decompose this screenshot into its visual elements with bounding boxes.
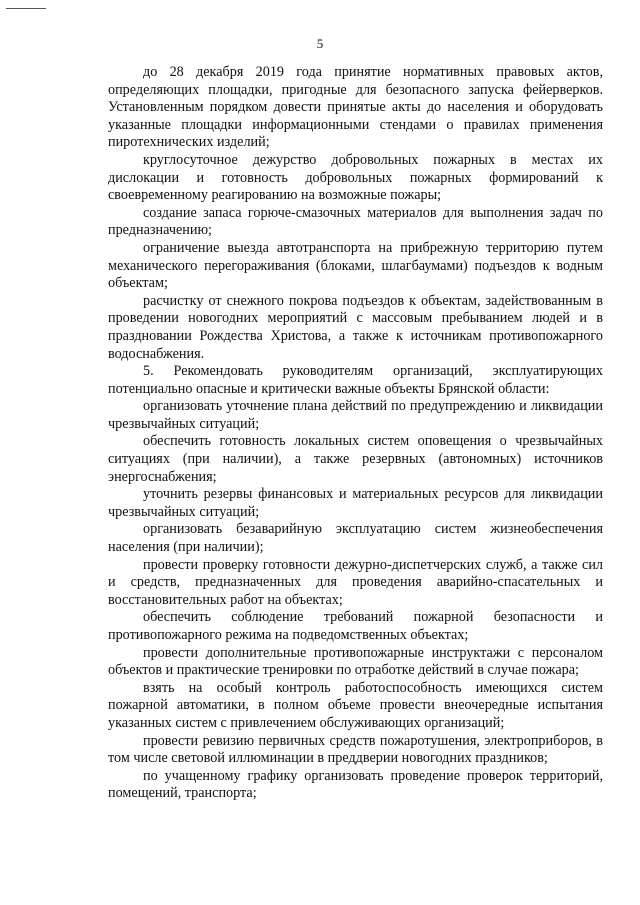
paragraph: расчистку от снежного покрова подъездов к объектам, задействованным в проведении новогодних мероприятий с массовым пребыванием людей и в праздновании Рождества Христова, а также к источникам противопожарного водоснабжения.	[108, 292, 603, 362]
paragraph: ограничение выезда автотранспорта на прибрежную территорию путем механического перегораживания (блоками, шлагбаумами) подъездов к водным объектам;	[108, 239, 603, 292]
paragraph: создание запаса горюче-смазочных материалов для выполнения задач по предназначению;	[108, 204, 603, 239]
header-rule	[6, 8, 46, 9]
paragraph: до 28 декабря 2019 года принятие нормативных правовых актов, определяющих площадки, пригодные для безопасного запуска фейерверков. Установленным порядком довести принятые акты до населения и оборудовать указанные площадки информационными стендами о правилах применения пиротехнических изделий;	[108, 64, 603, 151]
document-body	[108, 64, 603, 803]
paragraph: взять на особый контроль работоспособность имеющихся систем пожарной автоматики, в полном объеме провести внеочередные испытания указанных систем с привлечением обслуживающих организаций;	[108, 679, 603, 731]
paragraph: по учащенному графику организовать проведение проверок территорий, помещений, транспорта;	[108, 767, 603, 802]
paragraph-section-5: 5. Рекомендовать руководителям организаций, эксплуатирующих потенциально опасные и критически важные объекты Брянской области:	[108, 363, 603, 397]
paragraph: обеспечить готовность локальных систем оповещения о чрезвычайных ситуациях (при наличии), а также резервных (автономных) источников энергоснабжения;	[108, 433, 603, 485]
page-number: 5	[316, 36, 324, 51]
paragraph: организовать безаварийную эксплуатацию систем жизнеобеспечения населения (при наличии);	[108, 521, 603, 556]
paragraph: уточнить резервы финансовых и материальных ресурсов для ликвидации чрезвычайных ситуаций;	[108, 486, 603, 520]
paragraph: организовать уточнение плана действий по предупреждению и ликвидации чрезвычайных ситуаций;	[108, 398, 603, 432]
paragraph: провести проверку готовности дежурно-диспетчерских служб, а также сил и средств, предназначенных для проведения аварийно-спасательных и восстановительных работ на объектах;	[108, 556, 603, 608]
paragraph: провести ревизию первичных средств пожаротушения, электроприборов, в том числе световой иллюминации в преддверии новогодних праздников;	[108, 732, 603, 767]
paragraph: провести дополнительные противопожарные инструктажи с персоналом объектов и практические тренировки по отработке действий в случае пожара;	[108, 644, 603, 679]
paragraph: круглосуточное дежурство добровольных пожарных в местах их дислокации и готовность добровольных пожарных формирований к своевременному реагированию на возможные пожары;	[108, 151, 603, 204]
paragraph: обеспечить соблюдение требований пожарной безопасности и противопожарного режима на подведомственных объектах;	[108, 609, 603, 643]
